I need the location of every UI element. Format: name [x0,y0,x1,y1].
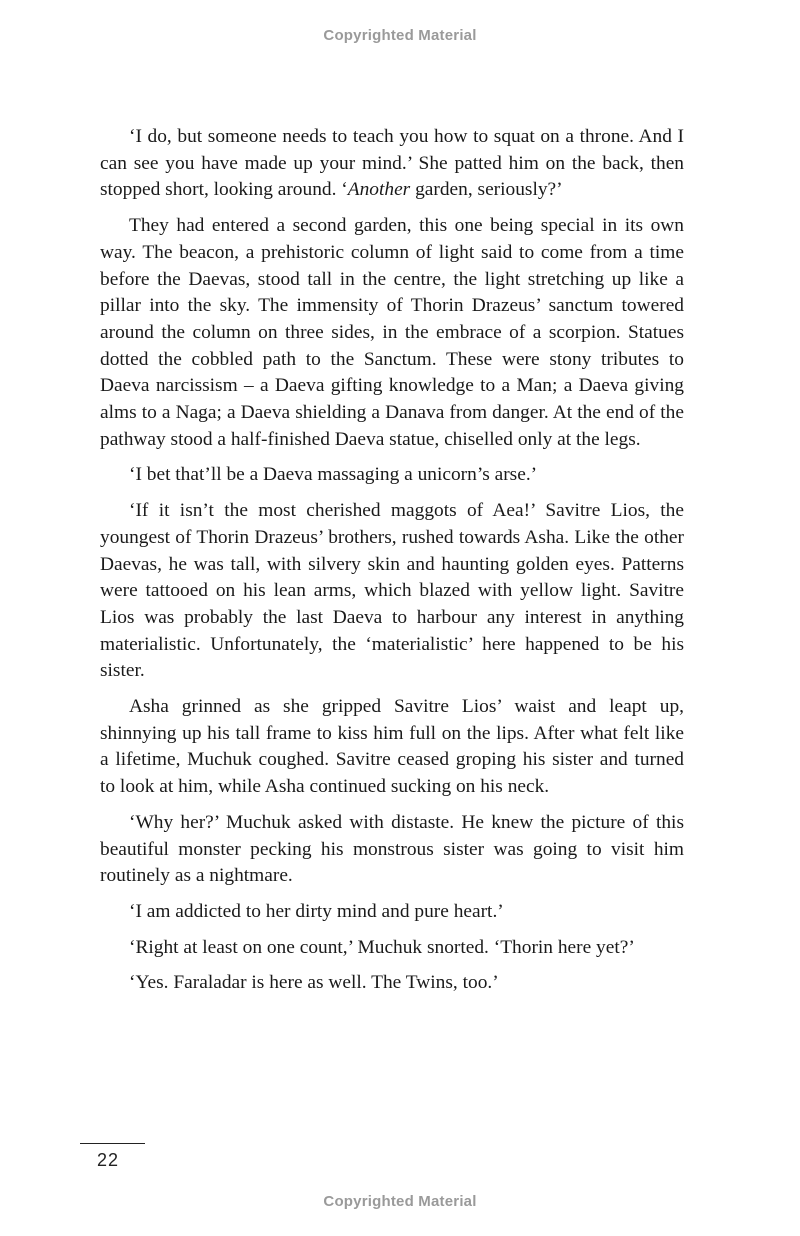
paragraph-1-start: ‘I do, but someone needs to teach you how to squat on a throne. And I can see you have made up your mind.’ She patted him on the back, then stopped short, looking around. ‘ [100,126,684,201]
copyright-watermark-bottom: Copyrighted Material [323,1193,477,1210]
paragraph-1 [100,124,684,204]
paragraph-3: ‘I bet that’ll be a Daeva massaging a unicorn’s arse.’ [129,464,538,486]
paragraph-9: ‘Yes. Faraladar is here as well. The Twins, too.’ [129,972,499,994]
paragraph-7: ‘I am addicted to her dirty mind and pure heart.’ [129,900,504,922]
paragraph-1-end: garden, seriously?’ [410,179,563,201]
paragraph-5: Asha grinned as she gripped Savitre Lios’ waist and leapt up, shinnying up his tall frame to kiss him full on the lips. After what felt like a lifetime, Muchuk coughed. Savitre ceased groping his sister and turned to look at him, while Asha continued sucking on his neck. [100,696,684,798]
paragraph-6: ‘Why her?’ Muchuk asked with distaste. He knew the picture of this beautiful monster pecking his monstrous sister was going to visit him routinely as a nightmare. [100,811,684,887]
copyright-watermark-top: Copyrighted Material [323,27,477,44]
paragraph-2: They had entered a second garden, this one being special in its own way. The beacon, a prehistoric column of light said to come from a time before the Daevas, stood tall in the centre, the light stretching up like a pillar into the sky. The immensity of Thorin Drazeus’ sanctum towered around the column on three sides, in the embrace of a scorpion. Statues dotted the cobbled path to the Sanctum. These were stony tributes to Daeva narcissism – a Daeva gifting knowledge to a Man; a Daeva giving alms to a Naga; a Daeva shielding a Danava from danger. At the end of the pathway stood a half-finished Daeva statue, chiselled only at the legs. [100,215,684,450]
page-number: 22 [97,1150,120,1170]
page-body [100,124,684,1006]
footer-rule [80,1143,145,1144]
paragraph-1-emphasis: Another [347,179,411,201]
paragraph-4: ‘If it isn’t the most cherished maggots of Aea!’ Savitre Lios, the youngest of Thorin Drazeus’ brothers, rushed towards Asha. Like the other Daevas, he was tall, with silvery skin and haunting golden eyes. Patterns were tattooed on his lean arms, which blazed with yellow light. Savitre Lios was probably the last Daeva to harbour any interest in anything materialistic. Unfortunately, the ‘materialistic’ here happened to be his sister. [100,500,684,682]
paragraph-8: ‘Right at least on one count,’ Muchuk snorted. ‘Thorin here yet?’ [129,936,635,958]
